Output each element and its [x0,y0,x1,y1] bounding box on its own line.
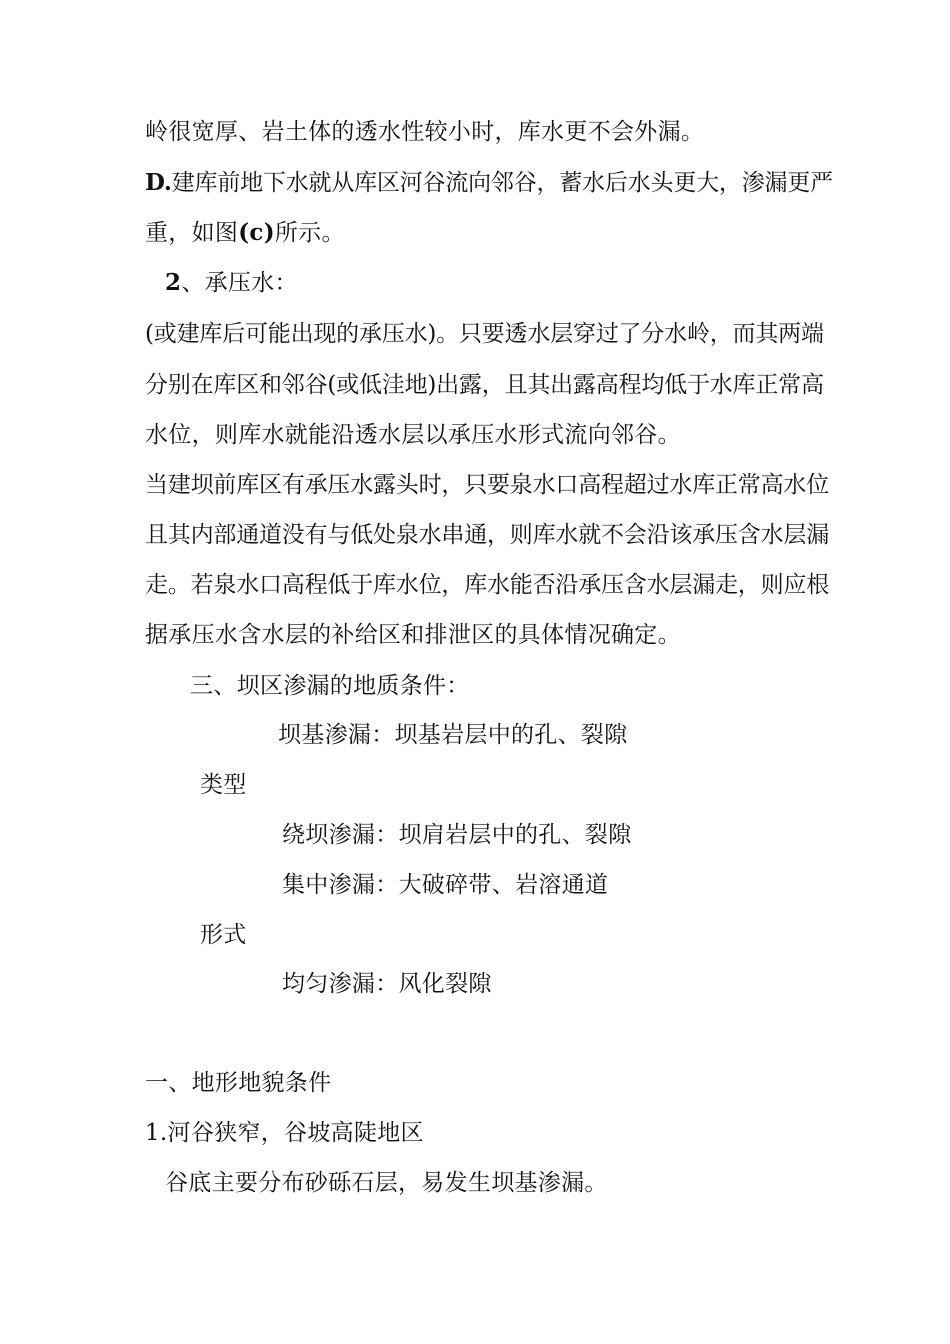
classification-item [278,720,628,750]
paragraph-text: 建库前地下水就从库区河谷流向邻谷，蓄水后水头更大，渗漏更严 [171,170,833,196]
item-marker: D. [145,169,172,196]
figure-ref: (c) [238,219,275,246]
paragraph-text: 分别在库区和邻谷(或低洼地)出露，且其出露高程均低于水库正常高 [145,372,824,398]
heading-text: 1.河谷狭窄，谷坡高陡地区 [145,1120,424,1146]
paragraph-line [145,319,824,349]
label-text: 类型 [200,772,247,798]
item-text: 坝基渗漏：坝基岩层中的孔、裂隙 [278,722,628,748]
heading-number: 2 [165,269,182,296]
heading-text: 、承压水： [181,270,298,296]
paragraph-text: 水位，则库水就能沿透水层以承压水形式流向邻谷。 [145,422,681,448]
classification-label [200,920,247,950]
label-text: 形式 [200,922,247,948]
paragraph-line [145,470,829,500]
heading-text: 一、地形地貌条件 [145,1070,332,1096]
paragraph-line [145,620,681,650]
paragraph-text: 据承压水含水层的补给区和排泄区的具体情况确定。 [145,622,681,648]
paragraph-text: (或建库后可能出现的承压水)。只要透水层穿过了分水岭，而其两端 [145,321,824,347]
classification-label [200,770,247,800]
item-text: 绕坝渗漏：坝肩岩层中的孔、裂隙 [282,822,632,848]
paragraph-text: 谷底主要分布砂砾石层，易发生坝基渗漏。 [165,1170,608,1196]
section-heading [145,1068,331,1098]
subsection-heading [165,268,298,298]
paragraph-line [145,420,681,450]
paragraph-line [145,117,704,147]
paragraph-text: 所示。 [274,220,345,246]
paragraph-line [145,168,833,198]
paragraph-text: 重，如图 [145,220,239,246]
paragraph-text: 走。若泉水口高程低于库水位，库水能否沿承压含水层漏走，则应根 [145,572,830,598]
classification-item [282,969,492,999]
item-text: 均匀渗漏：风化裂隙 [282,971,492,997]
paragraph-line [145,218,345,248]
paragraph-line [145,520,829,550]
classification-item [282,870,608,900]
paragraph-text: 岭很宽厚、岩土体的透水性较小时，库水更不会外漏。 [145,119,705,145]
paragraph-text: 当建坝前库区有承压水露头时，只要泉水口高程超过水库正常高水位 [145,472,830,498]
paragraph-line [145,370,824,400]
paragraph-text: 且其内部通道没有与低处泉水串通，则库水就不会沿该承压含水层漏 [145,522,830,548]
subsection-heading [145,1118,424,1148]
item-text: 集中渗漏：大破碎带、岩溶通道 [282,872,609,898]
paragraph-line [145,570,829,600]
heading-text: 三、坝区渗漏的地质条件： [190,673,470,699]
classification-item [282,820,632,850]
section-heading [190,671,470,701]
paragraph-line [165,1168,608,1198]
